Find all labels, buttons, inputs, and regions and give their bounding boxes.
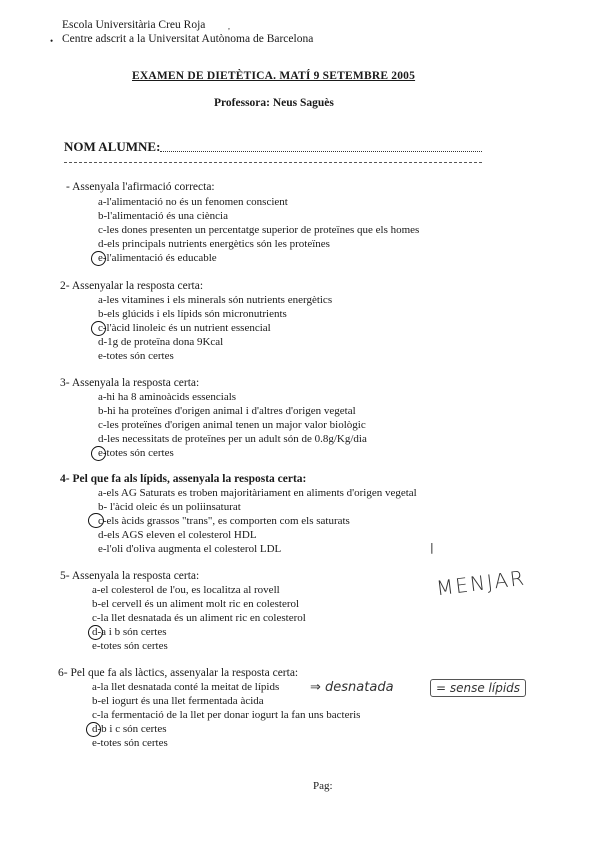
- answer-circle-mark: [88, 513, 104, 528]
- option-d[interactable]: d-1g de proteïna dona 9Kcal: [98, 336, 224, 348]
- student-name-field[interactable]: [160, 151, 482, 152]
- answer-circle-mark: [86, 722, 101, 737]
- option-c[interactable]: c-els àcids grassos "trans", es comporten com els saturats: [98, 515, 350, 527]
- option-a[interactable]: a-els AG Saturats es troben majoritàriament en aliments d'origen vegetal: [98, 487, 417, 499]
- answer-circle-mark: [88, 625, 103, 640]
- option-e[interactable]: e-totes són certes: [98, 447, 174, 459]
- option-a[interactable]: a-hi ha 8 aminoàcids essencials: [98, 391, 237, 403]
- option-e[interactable]: e-totes són certes: [92, 640, 168, 652]
- question-prompt: 2- Assenyalar la resposta certa:: [60, 280, 204, 292]
- page-number-label: Pag:: [313, 780, 333, 792]
- option-c[interactable]: c-les proteïnes d'origen animal tenen un major valor biològic: [98, 419, 366, 431]
- option-a[interactable]: a-les vitamines i els minerals són nutrients energètics: [98, 294, 333, 306]
- option-e[interactable]: e-totes són certes: [98, 350, 174, 362]
- student-name-label: NOM ALUMNE:: [64, 139, 161, 154]
- option-b[interactable]: b-hi ha proteïnes d'origen animal i d'altres d'origen vegetal: [98, 405, 356, 417]
- option-b[interactable]: b-el cervell és un aliment molt ric en colesterol: [92, 598, 300, 610]
- option-d[interactable]: d-les necessitats de proteïnes per un adult són de 0.8g/Kg/dia: [98, 433, 367, 445]
- option-a[interactable]: a-la llet desnatada conté la meitat de lípids: [92, 681, 280, 693]
- option-d[interactable]: d-els principals nutrients energètics són les proteïnes: [98, 238, 330, 250]
- option-c[interactable]: c-l'àcid linoleic és un nutrient essencial: [98, 322, 271, 334]
- option-d[interactable]: d-b i c són certes: [92, 723, 167, 735]
- option-d[interactable]: d-els AGS eleven el colesterol HDL: [98, 529, 257, 541]
- bullet-mark: •: [50, 36, 54, 46]
- question-prompt: 4- Pel que fa als lípids, assenyala la resposta certa:: [60, 473, 307, 485]
- question-prompt: 5- Assenyala la resposta certa:: [60, 570, 200, 582]
- option-b[interactable]: b-els glúcids i els lípids són micronutrients: [98, 308, 287, 320]
- institution-name: Escola Universitària Creu Roja: [62, 19, 206, 31]
- answer-circle-mark: [91, 446, 106, 461]
- option-e[interactable]: e-l'oli d'oliva augmenta el colesterol LDL: [98, 543, 282, 555]
- option-b[interactable]: b-l'alimentació és una ciència: [98, 210, 228, 222]
- option-b[interactable]: b-el iogurt és una llet fermentada àcida: [92, 695, 264, 707]
- option-c[interactable]: c-la llet desnatada és un aliment ric en colesterol: [92, 612, 306, 624]
- answer-circle-mark: [91, 251, 106, 266]
- institution-affiliation: Centre adscrit a la Universitat Autònoma de Barcelona: [62, 33, 314, 45]
- option-d[interactable]: d-a i b són certes: [92, 626, 167, 638]
- answer-circle-mark: [91, 321, 106, 336]
- question-prompt: 6- Pel que fa als làctics, assenyalar la resposta certa:: [58, 667, 299, 679]
- exam-title: EXAMEN DE DIETÈTICA. MATÍ 9 SETEMBRE 2005: [132, 70, 416, 82]
- option-a[interactable]: a-l'alimentació no és un fenomen conscient: [98, 196, 288, 208]
- question-prompt: - Assenyala l'afirmació correcta:: [66, 181, 215, 193]
- question-prompt: 3- Assenyala la resposta certa:: [60, 377, 200, 389]
- option-a[interactable]: a-el colesterol de l'ou, es localitza al rovell: [92, 584, 280, 596]
- option-e[interactable]: e-totes són certes: [92, 737, 168, 749]
- handwritten-note-sense-lipids: = sense lípids: [430, 679, 526, 697]
- handwritten-note-menjar: MENJAR: [434, 565, 528, 601]
- handwritten-note-desnatada: ⇒ desnatada: [310, 680, 394, 695]
- option-c[interactable]: c-les dones presenten un percentatge superior de proteïnes que els homes: [98, 224, 420, 236]
- option-e[interactable]: e-l'alimentació és educable: [98, 252, 217, 264]
- option-b[interactable]: b- l'àcid oleic és un poliinsaturat: [98, 501, 241, 513]
- student-name-line: [64, 162, 482, 163]
- tick-mark: |: [430, 541, 434, 554]
- professor-name: Professora: Neus Saguès: [214, 97, 334, 109]
- stray-mark: ,: [228, 22, 230, 31]
- option-c[interactable]: c-la fermentació de la llet per donar iogurt la fan uns bacteris: [92, 709, 361, 721]
